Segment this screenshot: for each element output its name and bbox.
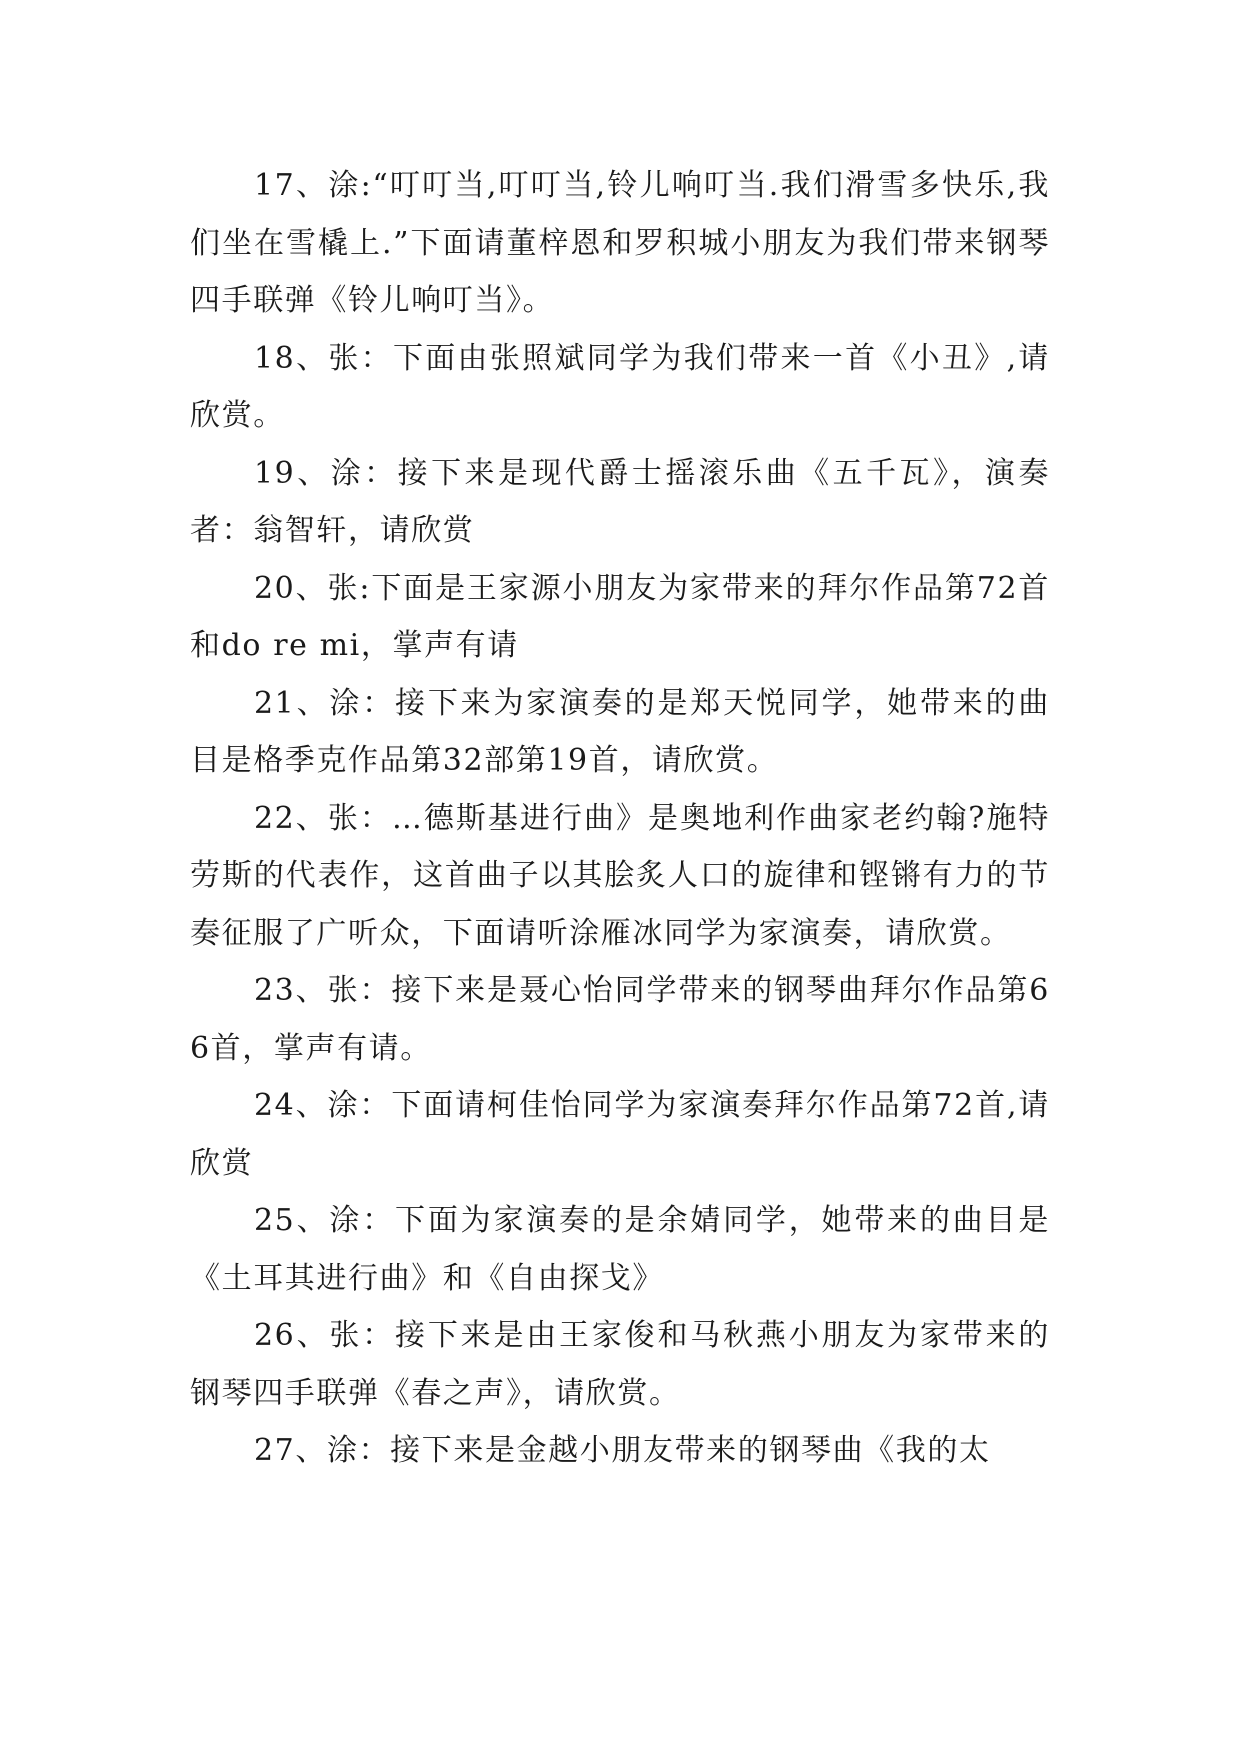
paragraph-18: 18、张：下面由张照斌同学为我们带来一首《小丑》,请欣赏。 (190, 340, 1050, 433)
paragraph-23: 23、张：接下来是聂心怡同学带来的钢琴曲拜尔作品第66首，掌声有请。 (190, 973, 1050, 1066)
paragraph-26: 26、张：接下来是由王家俊和马秋燕小朋友为家带来的钢琴四手联弹《春之声》，请欣赏。 (190, 1318, 1050, 1411)
paragraph-25: 25、涂：下面为家演奏的是余婧同学，她带来的曲目是《土耳其进行曲》和《自由探戈》 (190, 1203, 1050, 1296)
paragraph-22: 22、张：…德斯基进行曲》是奥地利作曲家老约翰?施特劳斯的代表作，这首曲子以其脍炙人口的旋律和铿锵有力的节奏征服了广听众，下面请听涂雁冰同学为家演奏，请欣赏。 (190, 800, 1050, 951)
paragraph-17: 17、涂:“叮叮当,叮叮当,铃儿响叮当.我们滑雪多快乐,我们坐在雪橇上.”下面请董梓恩和罗积城小朋友为我们带来钢琴四手联弹《铃儿响叮当》。 (190, 168, 1050, 318)
paragraph-19: 19、涂：接下来是现代爵士摇滚乐曲《五千瓦》，演奏者：翁智轩，请欣赏 (190, 455, 1050, 548)
paragraph-24: 24、涂：下面请柯佳怡同学为家演奏拜尔作品第72首,请欣赏 (190, 1088, 1050, 1181)
document-body (190, 157, 1050, 1480)
paragraph-27: 27、涂：接下来是金越小朋友带来的钢琴曲《我的太 (254, 1433, 991, 1468)
paragraph-20: 20、张:下面是王家源小朋友为家带来的拜尔作品第72首和do re mi，掌声有请 (190, 570, 1050, 663)
paragraph-21: 21、涂：接下来为家演奏的是郑天悦同学，她带来的曲目是格季克作品第32部第19首，请欣赏。 (190, 685, 1050, 778)
